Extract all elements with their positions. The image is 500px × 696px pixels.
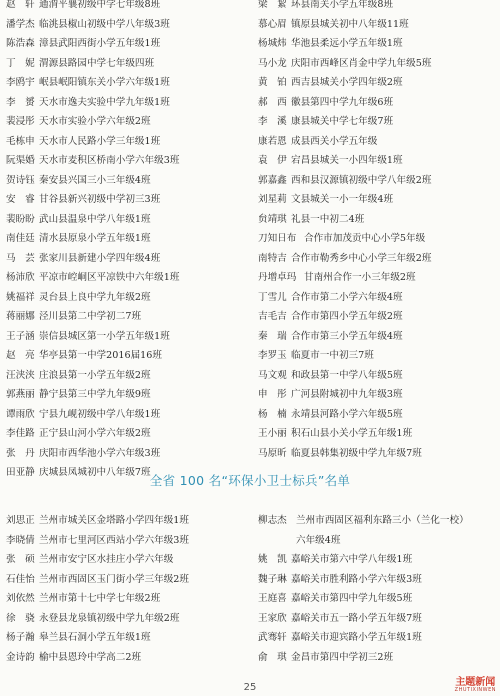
list-row — [258, 112, 431, 132]
school-class: 金昌市第四中学初三2班 — [291, 651, 394, 663]
list-row — [258, 171, 431, 191]
student-name: 李佳路 — [6, 428, 35, 439]
list-row — [258, 15, 431, 35]
school-class: 嘉峪关市五一路小学五年级7班 — [291, 612, 422, 624]
school-class: 合作市第四小学五年级2班 — [291, 311, 403, 322]
school-class: 平凉市崆峒区平凉铁中六年级1班 — [39, 272, 180, 283]
school-class: 文县城关一小一年级4班 — [291, 194, 394, 205]
student-name: 慕心眉 — [258, 18, 287, 30]
student-name: 毛栋申 — [6, 135, 35, 147]
student-name: 王小丽 — [258, 428, 287, 439]
student-name: 郭嘉鑫 — [258, 174, 287, 186]
list-row — [6, 366, 179, 386]
student-name: 徐 骁 — [6, 612, 35, 624]
list-row — [6, 327, 179, 347]
school-class: 静宁县第三中学九年级9班 — [39, 389, 151, 400]
student-name: 刘思正 — [6, 515, 35, 526]
list-row — [6, 34, 179, 54]
list-row — [6, 424, 179, 444]
school-class: 皋兰县石洞小学五年级1班 — [39, 632, 151, 643]
list-row — [6, 609, 189, 629]
list-row — [258, 424, 431, 444]
student-name: 李晓倩 — [6, 534, 35, 546]
student-name: 南佳廷 — [6, 233, 35, 244]
list-row — [6, 346, 179, 366]
student-name: 李罗玉 — [258, 350, 287, 361]
school-class: 甘南州合作一小三年级2班 — [304, 272, 416, 283]
school-class: 华池县柔远小学五年级1班 — [291, 38, 403, 49]
student-name: 柳志杰 — [258, 515, 287, 526]
school-class: 兰州市七里河区西站小学六年级3班 — [39, 534, 190, 546]
school-class: 庆阳市西峰区肖金中学九年级5班 — [291, 57, 432, 69]
list-row — [258, 190, 431, 210]
school-class: 徽县第四中学九年级6班 — [291, 96, 394, 108]
school-class: 武山县温泉中学八年级1班 — [39, 213, 151, 225]
student-name: 马 芸 — [6, 252, 35, 264]
school-class: 秦安县兴国三小三年级4班 — [39, 174, 151, 186]
student-name: 陈浩森 — [6, 38, 35, 49]
student-name: 丹增卓玛 — [258, 272, 297, 283]
student-name: 安 睿 — [6, 194, 35, 205]
school-class: 永登县龙泉镇初级中学九年级2班 — [39, 612, 180, 624]
school-class: 兰州市西固区福利东路三小（兰化一校）六年级4班 — [296, 515, 469, 546]
list-row — [6, 15, 179, 35]
list-row — [258, 444, 431, 464]
student-name: 刀知日布 — [258, 233, 297, 244]
school-class: 合作市第二小学六年级4班 — [291, 291, 403, 303]
list-row — [258, 249, 431, 269]
student-name: 裴盼盼 — [6, 213, 35, 225]
school-class: 华亭县第一中学2016届16班 — [39, 350, 162, 361]
list-row — [258, 229, 431, 249]
school-class: 宕昌县城关一小四年级1班 — [291, 155, 403, 166]
list-row — [258, 648, 471, 668]
list-row — [258, 628, 471, 648]
list-row — [258, 54, 431, 74]
list-row — [258, 93, 431, 113]
list-row — [6, 93, 179, 113]
nominee-list-right — [258, 0, 431, 463]
model-list-right — [258, 511, 471, 667]
school-class: 嘉峪关市胜利路小学六年级3班 — [291, 573, 422, 585]
student-name: 姚福祥 — [6, 291, 35, 303]
school-class: 张家川县新建小学四年级4班 — [39, 252, 161, 264]
student-name: 马小龙 — [258, 57, 287, 69]
list-row — [6, 171, 179, 191]
student-name: 汪浃浃 — [6, 369, 35, 381]
student-name: 秦 瑞 — [258, 330, 287, 342]
school-class: 镇原县城关初中八年级11班 — [291, 18, 409, 30]
school-class: 榆中县恩玲中学高二2班 — [39, 651, 142, 663]
list-row — [258, 589, 471, 609]
student-name: 郭燕丽 — [6, 389, 35, 400]
school-class: 宁县九岘初级中学八年级1班 — [39, 408, 161, 420]
watermark-sub: ZHUTIXINWEN — [454, 687, 496, 693]
school-class: 天水市实验小学六年级2班 — [39, 116, 151, 127]
list-row — [6, 531, 189, 551]
list-row — [6, 444, 179, 464]
school-class: 正宁县山河小学六年级2班 — [39, 428, 151, 439]
list-row — [258, 132, 431, 152]
student-name: 裴浸彤 — [6, 116, 35, 127]
list-row — [6, 73, 179, 93]
list-row — [258, 307, 431, 327]
list-row — [258, 34, 431, 54]
school-class: 嘉峪关市第四中学九年级5班 — [291, 593, 413, 604]
student-name: 刘依然 — [6, 593, 35, 604]
list-row — [258, 550, 471, 570]
student-name: 马原昕 — [258, 447, 287, 459]
school-class: 灵台县上良中学九年级2班 — [39, 291, 151, 303]
list-row — [6, 550, 189, 570]
school-class: 崇信县城区第一小学五年级1班 — [39, 330, 170, 342]
section-title: 全省 100 名“环保小卫士标兵”名单 — [149, 473, 351, 488]
list-row — [6, 570, 189, 590]
student-name: 俞 琪 — [258, 651, 287, 663]
student-name: 李 赟 — [6, 96, 35, 108]
student-name: 贺诗钰 — [6, 174, 35, 186]
school-class: 永靖县河路小学六年级5班 — [291, 408, 403, 420]
student-name: 李鸥宇 — [6, 77, 35, 88]
student-name: 杨城炜 — [258, 38, 287, 49]
school-class: 天水市麦积区桥南小学六年级3班 — [39, 155, 180, 166]
student-name: 张 硕 — [6, 554, 35, 565]
school-class: 礼县一中初二4班 — [291, 213, 365, 225]
school-class: 泾川县第二中学初二7班 — [39, 311, 142, 322]
watermark-main: 主题新闻 — [455, 677, 496, 688]
school-class: 漳县武阳西街小学五年级1班 — [39, 38, 161, 49]
list-row — [6, 628, 189, 648]
school-class: 合作市加茂贡中心小学5年级 — [304, 233, 426, 244]
student-name: 武骞轩 — [258, 632, 287, 643]
student-name: 贠靖琪 — [258, 213, 287, 225]
list-row — [6, 589, 189, 609]
student-name: 黄 铂 — [258, 77, 287, 88]
student-name: 马文观 — [258, 369, 287, 381]
student-name: 南特吉 — [258, 252, 287, 264]
list-row — [6, 0, 179, 15]
student-name: 袁 伊 — [258, 155, 287, 166]
list-row — [6, 288, 179, 308]
school-class: 天水市逸夫实验中学九年级1班 — [39, 96, 170, 108]
student-name: 王家欣 — [258, 612, 287, 624]
list-row — [6, 405, 179, 425]
student-name: 郝 西 — [258, 96, 287, 108]
list-row — [6, 249, 179, 269]
nominee-list-left — [6, 0, 179, 483]
student-name: 赵 轩 — [6, 0, 35, 10]
list-row — [6, 151, 179, 171]
list-row — [258, 346, 431, 366]
list-row — [6, 112, 179, 132]
school-class: 西吉县城关小学四年级2班 — [291, 77, 403, 88]
student-name: 赵 亮 — [6, 350, 35, 361]
student-name: 张 丹 — [6, 447, 35, 459]
list-row — [6, 132, 179, 152]
list-row — [258, 405, 431, 425]
student-name: 杨 楠 — [258, 408, 287, 420]
list-row — [6, 307, 179, 327]
student-name: 谭雨欣 — [6, 408, 35, 420]
list-row — [258, 570, 471, 590]
list-row — [6, 54, 179, 74]
list-row — [6, 229, 179, 249]
list-row — [6, 190, 179, 210]
list-row — [258, 385, 431, 405]
list-row — [258, 210, 431, 230]
student-name: 阮渠婚 — [6, 155, 35, 166]
list-row — [258, 609, 471, 629]
student-name: 吉毛吉 — [258, 311, 287, 322]
school-class: 成县西关小学五年级 — [291, 135, 378, 147]
school-class: 合作市第三小学五年级4班 — [291, 330, 403, 342]
school-class: 渭源县路园中学七年级四班 — [39, 57, 155, 69]
school-class: 积石山县小关小学五年级1班 — [291, 428, 413, 439]
school-class: 天水市人民路小学三年级1班 — [39, 135, 161, 147]
student-name: 李 溪 — [258, 116, 287, 127]
school-class: 通渭平襄初级中学七年级8班 — [39, 0, 161, 10]
page-number: 25 — [243, 682, 257, 693]
list-row — [6, 385, 179, 405]
student-name: 杨沛欣 — [6, 272, 35, 283]
list-row — [6, 268, 179, 288]
school-class: 兰州市城关区金塔路小学四年级1班 — [39, 515, 190, 526]
student-name: 金诗韵 — [6, 651, 35, 663]
student-name: 申 彤 — [258, 389, 287, 400]
student-name: 梁 絜 — [258, 0, 287, 10]
school-class: 兰州市第十七中学七年级2班 — [39, 593, 161, 604]
list-row — [258, 327, 431, 347]
watermark-logo — [455, 678, 496, 693]
student-name: 王子涵 — [6, 330, 35, 342]
school-class: 西和县汉源镇初级中学八年级2班 — [291, 174, 432, 186]
list-row — [258, 268, 431, 288]
school-class: 和政县第一中学八年级5班 — [291, 369, 403, 381]
school-class: 庄浪县第一小学五年级2班 — [39, 369, 151, 381]
school-class: 临夏县韩集初级中学九年级7班 — [291, 447, 422, 459]
school-class: 康县城关中学七年级7班 — [291, 116, 394, 127]
list-row — [6, 648, 189, 668]
list-row — [258, 288, 431, 308]
list-row — [258, 511, 471, 550]
student-name: 丁雪儿 — [258, 291, 287, 303]
list-row — [6, 210, 179, 230]
student-name: 石佳怡 — [6, 573, 35, 585]
student-name: 王庭喜 — [258, 593, 287, 604]
school-class: 岷县岷阳镇东关小学六年级1班 — [39, 77, 170, 88]
school-class: 合作市勒秀乡中心小学三年级2班 — [291, 252, 432, 264]
school-class: 广河县附城初中九年级3班 — [291, 389, 403, 400]
school-class: 环县南关小学五年级8班 — [291, 0, 394, 10]
student-name: 杨子瀚 — [6, 632, 35, 643]
model-list-left — [6, 511, 189, 667]
school-class: 兰州市安宁区水挂庄小学六年级 — [39, 554, 174, 565]
student-name: 姚 凯 — [258, 554, 287, 565]
list-row — [258, 0, 431, 15]
student-name: 田亚静 — [6, 467, 35, 478]
school-class: 嘉峪关市第六中学八年级1班 — [291, 554, 413, 565]
student-name: 康若恩 — [258, 135, 287, 147]
school-class: 清水县原泉小学五年级1班 — [39, 233, 151, 244]
student-name: 潘学杰 — [6, 18, 35, 30]
list-row — [6, 511, 189, 531]
student-name: 刘星莉 — [258, 194, 287, 205]
school-class: 兰州市西固区玉门街小学三年级2班 — [39, 573, 190, 585]
school-class: 庆城县凤城初中八年级7班 — [39, 467, 151, 478]
school-class: 临夏市一中初三7班 — [291, 350, 374, 361]
school-class: 甘谷县新兴初级中学初三3班 — [39, 194, 161, 205]
student-name: 蒋丽娜 — [6, 311, 35, 322]
school-class: 庆阳市西华池小学六年级3班 — [39, 447, 161, 459]
school-class: 临洮县椒山初级中学八年级3班 — [39, 18, 170, 30]
list-row — [258, 73, 431, 93]
list-row — [258, 366, 431, 386]
list-row — [258, 151, 431, 171]
student-name: 丁 妮 — [6, 57, 35, 69]
student-name: 魏子琳 — [258, 573, 287, 585]
school-class: 嘉峪关市迎宾路小学五年级1班 — [291, 632, 422, 643]
